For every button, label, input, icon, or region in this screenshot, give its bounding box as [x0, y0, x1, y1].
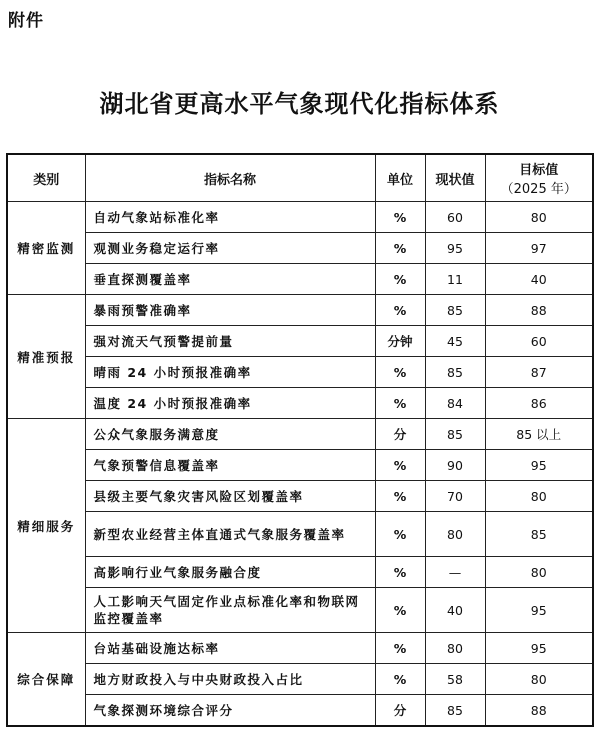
table-header-row: [7, 154, 593, 202]
table-row: [7, 481, 593, 512]
table-row: [7, 388, 593, 419]
table-row: [7, 695, 593, 727]
current-value: —: [425, 557, 485, 588]
target-value: 85 以上: [485, 419, 593, 450]
indicator-name: 地方财政投入与中央财政投入占比: [85, 664, 375, 695]
table-row: [7, 450, 593, 481]
table-row: [7, 202, 593, 233]
unit-cell: %: [375, 450, 425, 481]
indicator-name: 新型农业经营主体直通式气象服务覆盖率: [85, 512, 375, 557]
table-row: [7, 326, 593, 357]
target-value: 80: [485, 557, 593, 588]
target-value: 87: [485, 357, 593, 388]
unit-cell: %: [375, 357, 425, 388]
unit-cell: %: [375, 295, 425, 326]
target-value: 80: [485, 202, 593, 233]
current-value: 45: [425, 326, 485, 357]
table-row: [7, 357, 593, 388]
table-row: [7, 664, 593, 695]
indicator-name: 观测业务稳定运行率: [85, 233, 375, 264]
table-row: [7, 233, 593, 264]
unit-cell: 分: [375, 419, 425, 450]
header-category: 类别: [7, 154, 85, 202]
current-value: 58: [425, 664, 485, 695]
header-current: 现状值: [425, 154, 485, 202]
target-value: 40: [485, 264, 593, 295]
current-value: 95: [425, 233, 485, 264]
unit-cell: %: [375, 233, 425, 264]
indicator-name: 气象探测环境综合评分: [85, 695, 375, 727]
indicator-name: 台站基础设施达标率: [85, 633, 375, 664]
header-unit: 单位: [375, 154, 425, 202]
target-value: 85: [485, 512, 593, 557]
indicator-name: 公众气象服务满意度: [85, 419, 375, 450]
table-row: [7, 512, 593, 557]
current-value: 80: [425, 633, 485, 664]
unit-cell: %: [375, 588, 425, 633]
target-value: 95: [485, 633, 593, 664]
current-value: 85: [425, 419, 485, 450]
unit-cell: %: [375, 633, 425, 664]
current-value: 70: [425, 481, 485, 512]
header-target-year: （2025 年）: [500, 182, 577, 197]
table-row: [7, 588, 593, 633]
indicator-name: 自动气象站标准化率: [85, 202, 375, 233]
target-value: 88: [485, 295, 593, 326]
current-value: 90: [425, 450, 485, 481]
table-row: [7, 419, 593, 450]
target-value: 95: [485, 588, 593, 633]
indicator-name: 高影响行业气象服务融合度: [85, 557, 375, 588]
target-value: 88: [485, 695, 593, 727]
current-value: 85: [425, 357, 485, 388]
table-row: [7, 295, 593, 326]
current-value: 60: [425, 202, 485, 233]
table-row: [7, 633, 593, 664]
indicator-name: 气象预警信息覆盖率: [85, 450, 375, 481]
indicator-name: 人工影响天气固定作业点标准化率和物联网监控覆盖率: [85, 588, 375, 633]
indicator-name: 温度 24 小时预报准确率: [85, 388, 375, 419]
unit-cell: %: [375, 557, 425, 588]
indicator-name: 暴雨预警准确率: [85, 295, 375, 326]
category-cell: 综合保障: [7, 633, 85, 727]
current-value: 80: [425, 512, 485, 557]
header-target-label: 目标值: [519, 163, 559, 178]
target-value: 95: [485, 450, 593, 481]
target-value: 60: [485, 326, 593, 357]
current-value: 84: [425, 388, 485, 419]
current-value: 85: [425, 695, 485, 727]
unit-cell: 分钟: [375, 326, 425, 357]
target-value: 97: [485, 233, 593, 264]
unit-cell: %: [375, 388, 425, 419]
current-value: 11: [425, 264, 485, 295]
indicator-name: 晴雨 24 小时预报准确率: [85, 357, 375, 388]
current-value: 85: [425, 295, 485, 326]
header-indicator: 指标名称: [85, 154, 375, 202]
indicator-name: 强对流天气预警提前量: [85, 326, 375, 357]
category-cell: 精密监测: [7, 202, 85, 295]
unit-cell: %: [375, 512, 425, 557]
header-target: [485, 154, 593, 202]
target-value: 86: [485, 388, 593, 419]
unit-cell: 分: [375, 695, 425, 727]
target-value: 80: [485, 664, 593, 695]
unit-cell: %: [375, 264, 425, 295]
attachment-label: 附件: [8, 11, 44, 31]
indicator-name: 垂直探测覆盖率: [85, 264, 375, 295]
indicator-table: [6, 153, 594, 727]
current-value: 40: [425, 588, 485, 633]
category-cell: 精细服务: [7, 419, 85, 633]
indicator-name: 县级主要气象灾害风险区划覆盖率: [85, 481, 375, 512]
unit-cell: %: [375, 664, 425, 695]
unit-cell: %: [375, 481, 425, 512]
table-row: [7, 557, 593, 588]
unit-cell: %: [375, 202, 425, 233]
target-value: 80: [485, 481, 593, 512]
page-title: 湖北省更高水平气象现代化指标体系: [99, 89, 500, 118]
category-cell: 精准预报: [7, 295, 85, 419]
table-row: [7, 264, 593, 295]
